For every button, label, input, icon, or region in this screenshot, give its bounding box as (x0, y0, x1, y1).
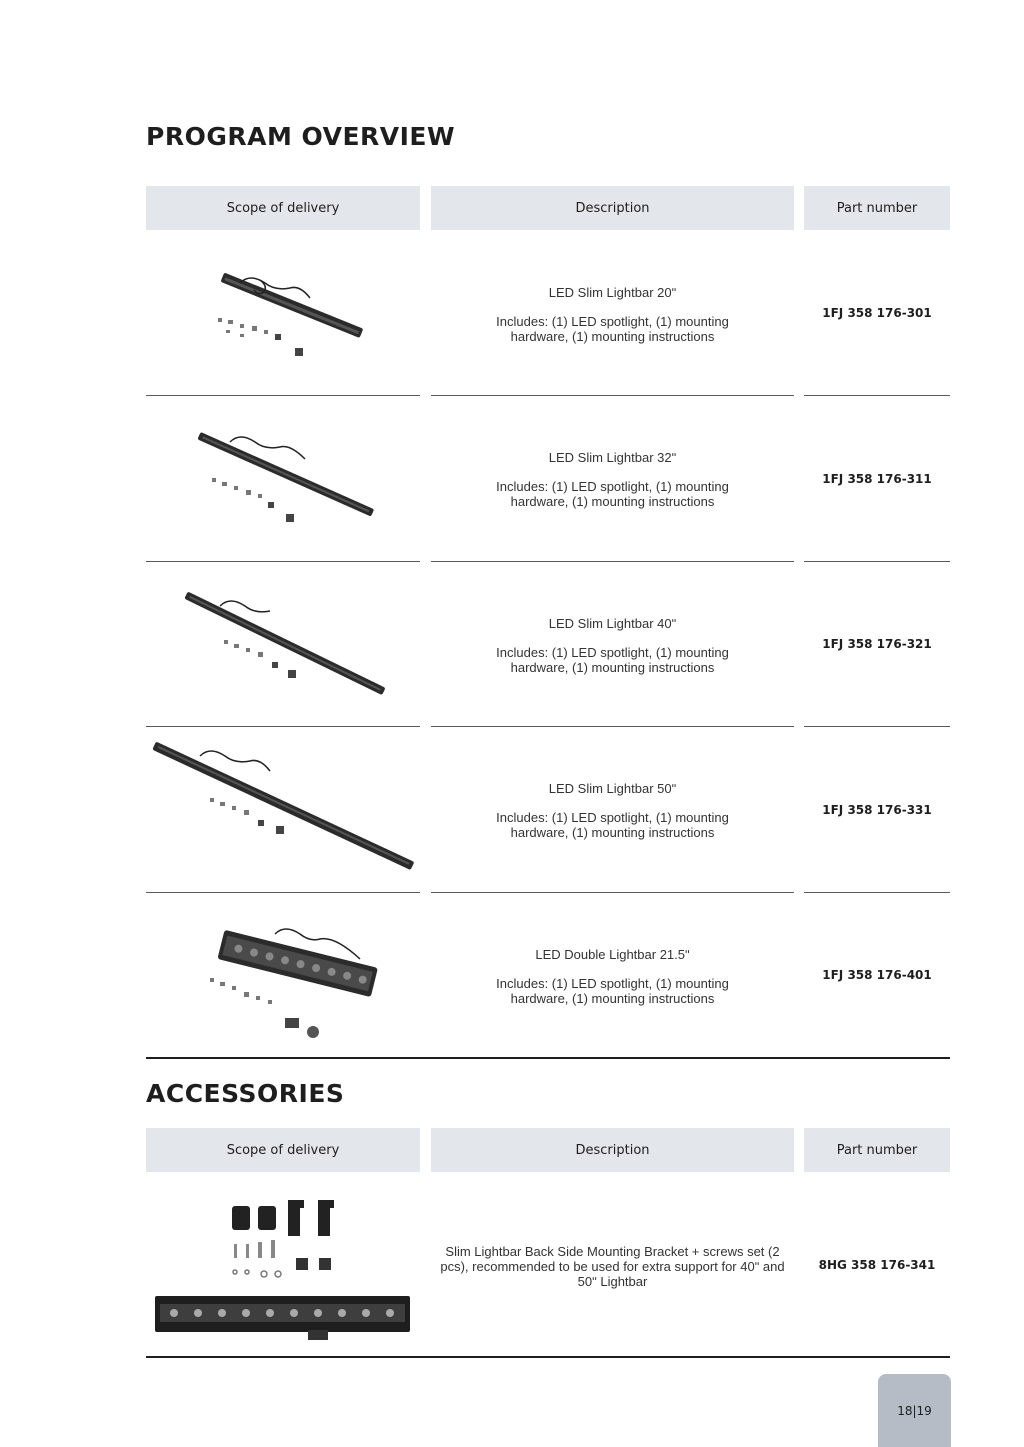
part-number: 8HG 358 176-341 (818, 1258, 936, 1272)
row-divider (431, 892, 794, 893)
row-divider (804, 561, 950, 562)
row-divider (146, 726, 420, 727)
product-description (431, 285, 794, 344)
product-name: LED Slim Lightbar 20ʺ (548, 285, 677, 300)
part-number: 1FJ 358 176-311 (822, 472, 932, 486)
product-name: LED Double Lightbar 21.5ʺ (535, 947, 690, 962)
double-lightbar-image (205, 920, 380, 1045)
program-overview-heading: PROGRAM OVERVIEW (146, 122, 456, 151)
lightbar-32-image (190, 430, 380, 535)
row-divider (146, 561, 420, 562)
product-name: LED Slim Lightbar 40ʺ (548, 616, 677, 631)
page-number-tab (878, 1374, 951, 1447)
header-scope: Scope of delivery (146, 186, 420, 230)
row-divider (804, 395, 950, 396)
part-number: 1FJ 358 176-321 (822, 637, 932, 651)
row-divider (146, 395, 420, 396)
product-description (431, 781, 794, 840)
header-description: Description (431, 1128, 794, 1172)
row-divider (804, 892, 950, 893)
lightbar-20-image (200, 268, 370, 368)
product-description (431, 947, 794, 1006)
row-divider (804, 726, 950, 727)
part-number: 1FJ 358 176-331 (822, 803, 932, 817)
product-description (431, 450, 794, 509)
part-number: 1FJ 358 176-401 (822, 968, 932, 982)
lightbar-40-image (180, 592, 390, 702)
row-divider (431, 726, 794, 727)
row-divider (431, 395, 794, 396)
product-description (431, 616, 794, 675)
product-name: LED Slim Lightbar 32ʺ (548, 450, 677, 465)
header-scope: Scope of delivery (146, 1128, 420, 1172)
product-includes: Includes: (1) LED spotlight, (1) mounting hardware, (1) mounting instructions (496, 479, 729, 509)
product-includes: Includes: (1) LED spotlight, (1) mounting hardware, (1) mounting instructions (496, 645, 729, 675)
header-part-number: Part number (804, 1128, 950, 1172)
product-includes: Includes: (1) LED spotlight, (1) mounting hardware, (1) mounting instructions (496, 314, 729, 344)
header-part-number: Part number (804, 186, 950, 230)
accessories-heading: ACCESSORIES (146, 1079, 345, 1108)
product-name: LED Slim Lightbar 50ʺ (548, 781, 677, 796)
product-includes: Includes: (1) LED spotlight, (1) mounting hardware, (1) mounting instructions (496, 976, 729, 1006)
part-number: 1FJ 358 176-301 (822, 306, 932, 320)
accessory-description: Slim Lightbar Back Side Mounting Bracket + screws set (2 pcs), recommended to be used for extra support for 40ʺ and 50ʺ Lightbar (440, 1244, 785, 1289)
header-description: Description (431, 186, 794, 230)
product-includes: Includes: (1) LED spotlight, (1) mounting hardware, (1) mounting instructions (496, 810, 729, 840)
row-divider (431, 561, 794, 562)
page-number: 18|19 (897, 1403, 932, 1418)
bracket-set-image (154, 1196, 412, 1342)
lightbar-50-image (150, 742, 415, 877)
table-bottom-rule (146, 1057, 950, 1059)
table-bottom-rule (146, 1356, 950, 1358)
row-divider (146, 892, 420, 893)
